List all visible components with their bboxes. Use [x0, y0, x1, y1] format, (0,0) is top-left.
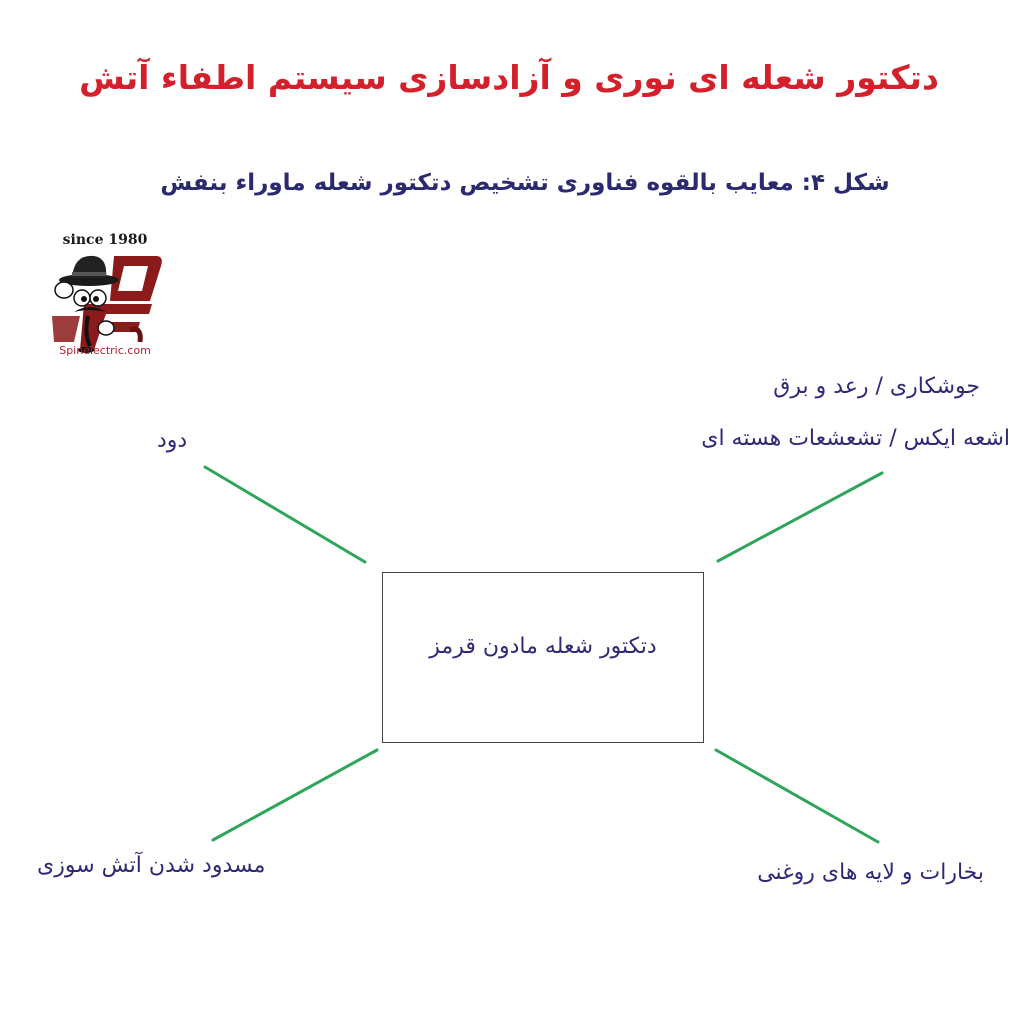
connector-bottom-right [716, 750, 878, 842]
connector-top-left [205, 467, 365, 562]
connector-top-right [718, 473, 882, 561]
center-node-ir-flame-detector [382, 572, 704, 743]
logo-since-text: since 1980 [62, 232, 148, 248]
node-label-xray-nuclear: اشعه ایکس / تشعشعات هسته ای [701, 426, 1010, 451]
page-title: دتکتور شعله ای نوری و آزادسازی سیستم اطفاء آتش [79, 58, 939, 97]
node-label-smoke: دود [157, 428, 188, 453]
node-label-vapors-oil-films: بخارات و لایه های روغنی [757, 860, 984, 885]
connector-bottom-left [213, 750, 377, 840]
node-label-welding-lightning: جوشکاری / رعد و برق [773, 374, 980, 399]
node-label-fire-obstruction: مسدود شدن آتش سوزی [37, 853, 266, 878]
center-node-label: دتکتور شعله مادون قرمز [429, 634, 657, 659]
logo-website: Spinelectric.com [59, 344, 151, 357]
figure-caption: شکل ۴: معایب بالقوه فناوری تشخیص دتکتور شعله ماوراء بنفش [160, 170, 890, 196]
